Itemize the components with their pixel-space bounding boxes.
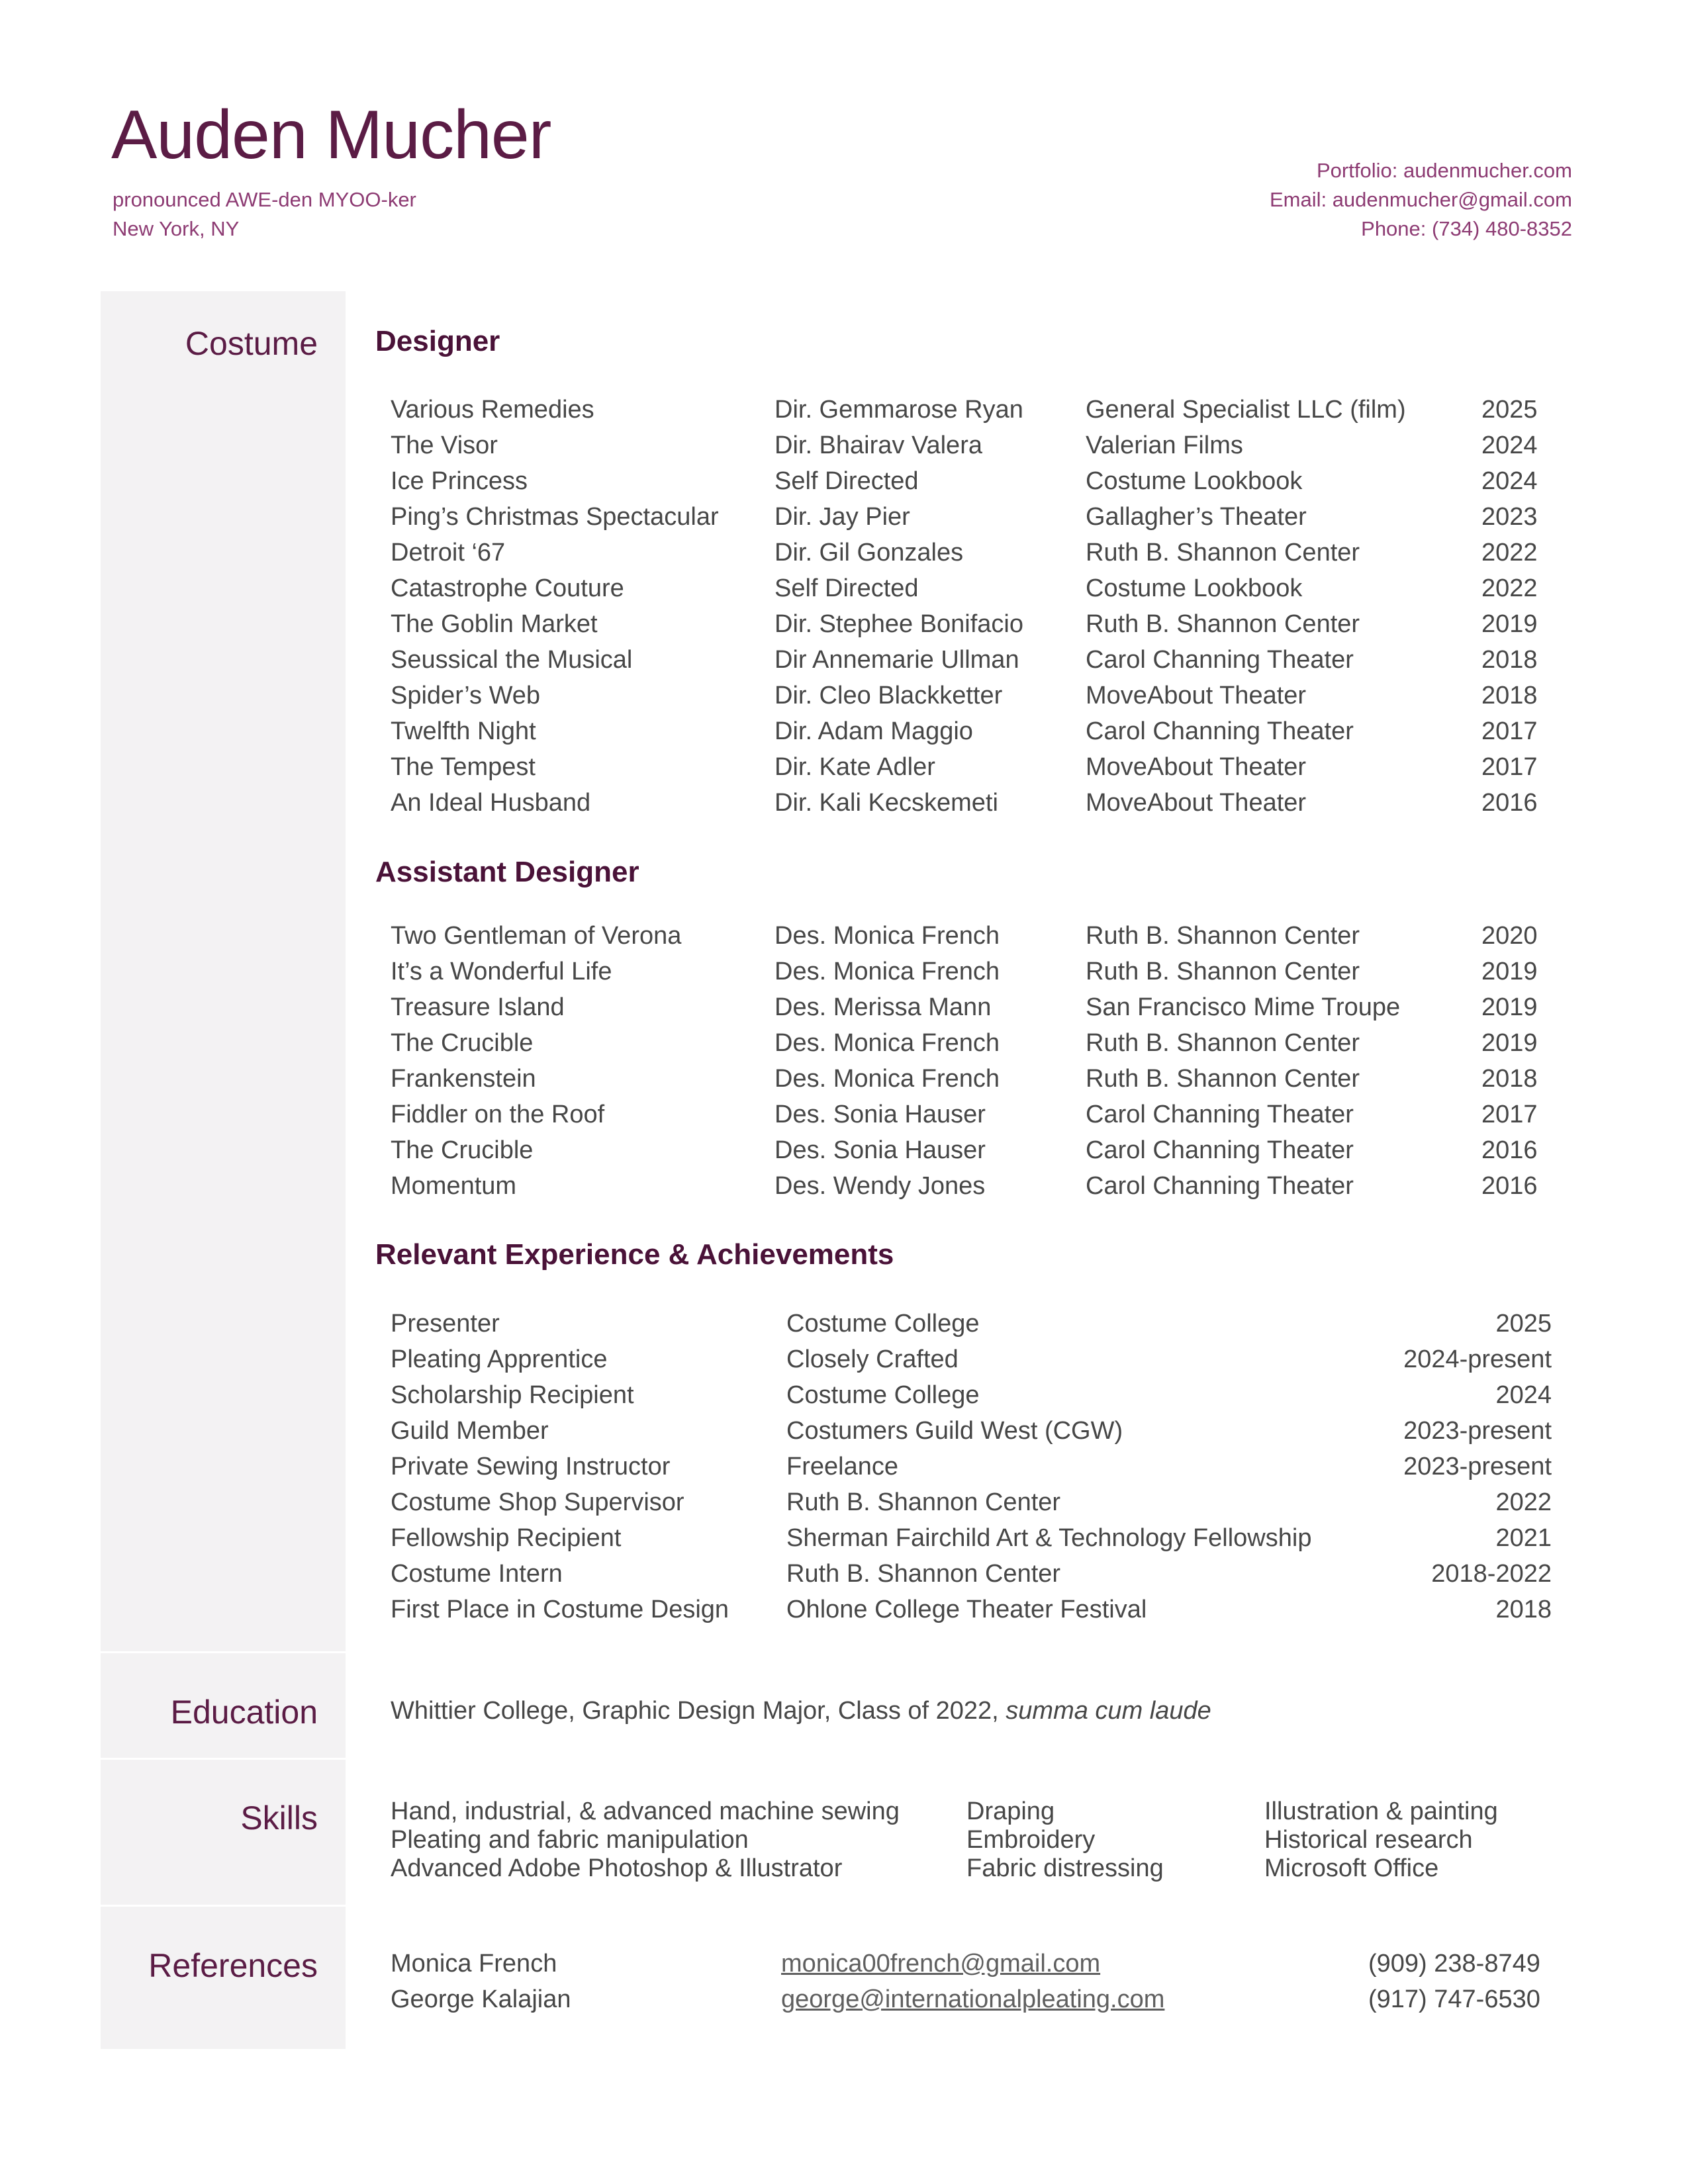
production-title: The Tempest bbox=[391, 753, 536, 781]
skill-item: Embroidery bbox=[966, 1826, 1096, 1854]
venue: General Specialist LLC (film) bbox=[1086, 396, 1406, 424]
year: 2025 bbox=[1481, 396, 1538, 424]
education-text: Whittier College, Graphic Design Major, Class of 2022, bbox=[391, 1697, 1006, 1725]
venue: San Francisco Mime Troupe bbox=[1086, 993, 1401, 1021]
table-row bbox=[0, 576, 1688, 612]
table-row bbox=[0, 754, 1688, 790]
education-entry bbox=[391, 1698, 1211, 1723]
table-row bbox=[0, 397, 1688, 433]
table-row bbox=[0, 1173, 1688, 1209]
production-title: An Ideal Husband bbox=[391, 789, 591, 817]
year: 2016 bbox=[1481, 1172, 1538, 1200]
production-title: Spider’s Web bbox=[391, 682, 541, 709]
designer: Des. Monica French bbox=[774, 1029, 1000, 1057]
year: 2018 bbox=[1481, 1065, 1538, 1093]
production-title: Two Gentleman of Verona bbox=[391, 922, 682, 950]
role: Fellowship Recipient bbox=[391, 1524, 622, 1552]
skill-item: Pleating and fabric manipulation bbox=[391, 1826, 749, 1854]
education-honors: summa cum laude bbox=[1006, 1697, 1211, 1725]
email-link[interactable]: Email: audenmucher@gmail.com bbox=[1269, 188, 1572, 211]
year: 2023-present bbox=[1403, 1453, 1552, 1480]
production-title: Ping’s Christmas Spectacular bbox=[391, 503, 719, 531]
venue: Ruth B. Shannon Center bbox=[1086, 958, 1360, 985]
section-label-costume: Costume bbox=[185, 325, 318, 362]
phone-number: Phone: (734) 480-8352 bbox=[1361, 217, 1572, 240]
organization: Freelance bbox=[786, 1453, 898, 1480]
venue: Costume Lookbook bbox=[1086, 574, 1303, 602]
table-row bbox=[0, 1561, 1688, 1597]
production-title: The Crucible bbox=[391, 1136, 534, 1164]
year: 2024 bbox=[1481, 467, 1538, 495]
director: Dir. Adam Maggio bbox=[774, 717, 973, 745]
year: 2018-2022 bbox=[1431, 1560, 1552, 1588]
table-row bbox=[0, 1454, 1688, 1490]
table-row bbox=[0, 1066, 1688, 1102]
production-title: Fiddler on the Roof bbox=[391, 1101, 605, 1128]
year: 2022 bbox=[1481, 539, 1538, 567]
year: 2024-present bbox=[1403, 1345, 1552, 1373]
venue: Carol Channing Theater bbox=[1086, 1172, 1354, 1200]
year: 2020 bbox=[1481, 922, 1538, 950]
director: Dir Annemarie Ullman bbox=[774, 646, 1019, 674]
table-row bbox=[0, 612, 1688, 647]
year: 2019 bbox=[1481, 610, 1538, 638]
year: 2018 bbox=[1495, 1596, 1552, 1623]
year: 2016 bbox=[1481, 789, 1538, 817]
experience-heading: Relevant Experience & Achievements bbox=[375, 1238, 894, 1271]
year: 2019 bbox=[1481, 993, 1538, 1021]
venue: Carol Channing Theater bbox=[1086, 646, 1354, 674]
table-row bbox=[0, 790, 1688, 826]
year: 2025 bbox=[1495, 1310, 1552, 1338]
venue: Ruth B. Shannon Center bbox=[1086, 1029, 1360, 1057]
venue: Gallagher’s Theater bbox=[1086, 503, 1307, 531]
table-row bbox=[0, 647, 1688, 683]
year: 2017 bbox=[1481, 1101, 1538, 1128]
reference-name: Monica French bbox=[391, 1950, 557, 1978]
table-row bbox=[0, 1030, 1688, 1066]
venue: MoveAbout Theater bbox=[1086, 753, 1307, 781]
year: 2022 bbox=[1495, 1488, 1552, 1516]
production-title: Catastrophe Couture bbox=[391, 574, 624, 602]
organization: Ruth B. Shannon Center bbox=[786, 1560, 1061, 1588]
organization: Costumers Guild West (CGW) bbox=[786, 1417, 1123, 1445]
location: New York, NY bbox=[113, 217, 240, 240]
director: Dir. Bhairav Valera bbox=[774, 432, 982, 459]
year: 2019 bbox=[1481, 1029, 1538, 1057]
table-row bbox=[0, 683, 1688, 719]
production-title: The Visor bbox=[391, 432, 498, 459]
year: 2019 bbox=[1481, 958, 1538, 985]
venue: Ruth B. Shannon Center bbox=[1086, 1065, 1360, 1093]
skill-item: Historical research bbox=[1264, 1826, 1473, 1854]
table-row bbox=[0, 1347, 1688, 1383]
reference-name: George Kalajian bbox=[391, 1985, 571, 2013]
director: Dir. Cleo Blackketter bbox=[774, 682, 1003, 709]
table-row bbox=[0, 923, 1688, 959]
table-row bbox=[0, 1418, 1688, 1454]
venue: MoveAbout Theater bbox=[1086, 682, 1307, 709]
venue: Carol Channing Theater bbox=[1086, 1136, 1354, 1164]
designer: Des. Merissa Mann bbox=[774, 993, 992, 1021]
production-title: The Crucible bbox=[391, 1029, 534, 1057]
director: Dir. Kali Kecskemeti bbox=[774, 789, 998, 817]
director: Dir. Jay Pier bbox=[774, 503, 910, 531]
skill-item: Draping bbox=[966, 1797, 1055, 1825]
role: Guild Member bbox=[391, 1417, 549, 1445]
pronunciation: pronounced AWE-den MYOO-ker bbox=[113, 188, 416, 211]
production-title: Treasure Island bbox=[391, 993, 565, 1021]
table-row bbox=[0, 1490, 1688, 1525]
organization: Closely Crafted bbox=[786, 1345, 959, 1373]
skill-item: Hand, industrial, & advanced machine sewing bbox=[391, 1797, 900, 1825]
designer-heading: Designer bbox=[375, 325, 500, 357]
year: 2021 bbox=[1495, 1524, 1552, 1552]
designer: Des. Monica French bbox=[774, 958, 1000, 985]
venue: Valerian Films bbox=[1086, 432, 1243, 459]
year: 2016 bbox=[1481, 1136, 1538, 1164]
table-row bbox=[0, 1383, 1688, 1418]
designer: Des. Wendy Jones bbox=[774, 1172, 986, 1200]
table-row bbox=[0, 959, 1688, 995]
organization: Sherman Fairchild Art & Technology Fellowship bbox=[786, 1524, 1312, 1552]
designer: Des. Monica French bbox=[774, 922, 1000, 950]
year: 2018 bbox=[1481, 682, 1538, 709]
skill-item: Advanced Adobe Photoshop & Illustrator bbox=[391, 1854, 843, 1882]
role: Scholarship Recipient bbox=[391, 1381, 634, 1409]
table-row bbox=[0, 719, 1688, 754]
table-row bbox=[0, 469, 1688, 504]
year: 2023-present bbox=[1403, 1417, 1552, 1445]
year: 2022 bbox=[1481, 574, 1538, 602]
production-title: Ice Princess bbox=[391, 467, 528, 495]
year: 2024 bbox=[1495, 1381, 1552, 1409]
reference-email-link[interactable]: george@internationalpleating.com bbox=[781, 1985, 1165, 2013]
table-row bbox=[0, 1597, 1688, 1633]
section-label-education: Education bbox=[170, 1694, 318, 1731]
production-title: Frankenstein bbox=[391, 1065, 536, 1093]
production-title: Seussical the Musical bbox=[391, 646, 633, 674]
production-title: Detroit ‘67 bbox=[391, 539, 506, 567]
venue: Ruth B. Shannon Center bbox=[1086, 610, 1360, 638]
skill-item: Fabric distressing bbox=[966, 1854, 1164, 1882]
table-row bbox=[0, 1138, 1688, 1173]
venue: Ruth B. Shannon Center bbox=[1086, 539, 1360, 567]
candidate-name: Auden Mucher bbox=[111, 97, 551, 173]
production-title: Various Remedies bbox=[391, 396, 594, 424]
director: Self Directed bbox=[774, 574, 919, 602]
venue: Carol Channing Theater bbox=[1086, 717, 1354, 745]
year: 2023 bbox=[1481, 503, 1538, 531]
table-row bbox=[0, 433, 1688, 469]
designer: Des. Sonia Hauser bbox=[774, 1136, 986, 1164]
role: Presenter bbox=[391, 1310, 500, 1338]
production-title: It’s a Wonderful Life bbox=[391, 958, 612, 985]
director: Dir. Gemmarose Ryan bbox=[774, 396, 1023, 424]
director: Self Directed bbox=[774, 467, 919, 495]
year: 2018 bbox=[1481, 646, 1538, 674]
role: Costume Intern bbox=[391, 1560, 563, 1588]
table-row bbox=[0, 1102, 1688, 1138]
reference-email-link[interactable]: monica00french@gmail.com bbox=[781, 1950, 1101, 1978]
venue: Costume Lookbook bbox=[1086, 467, 1303, 495]
director: Dir. Kate Adler bbox=[774, 753, 935, 781]
reference-phone: (917) 747-6530 bbox=[1368, 1985, 1540, 2013]
skill-item: Illustration & painting bbox=[1264, 1797, 1498, 1825]
director: Dir. Gil Gonzales bbox=[774, 539, 964, 567]
year: 2017 bbox=[1481, 753, 1538, 781]
section-label-references: References bbox=[148, 1947, 318, 1984]
production-title: Twelfth Night bbox=[391, 717, 536, 745]
production-title: The Goblin Market bbox=[391, 610, 598, 638]
year: 2017 bbox=[1481, 717, 1538, 745]
skill-item: Microsoft Office bbox=[1264, 1854, 1439, 1882]
assistant-designer-heading: Assistant Designer bbox=[375, 856, 639, 888]
section-label-skills: Skills bbox=[240, 1799, 318, 1837]
organization: Costume College bbox=[786, 1381, 980, 1409]
role: Costume Shop Supervisor bbox=[391, 1488, 684, 1516]
table-row bbox=[0, 504, 1688, 540]
year: 2024 bbox=[1481, 432, 1538, 459]
table-row bbox=[0, 995, 1688, 1030]
venue: MoveAbout Theater bbox=[1086, 789, 1307, 817]
table-row bbox=[0, 540, 1688, 576]
table-row bbox=[0, 1525, 1688, 1561]
portfolio-link[interactable]: Portfolio: audenmucher.com bbox=[1317, 159, 1572, 182]
reference-phone: (909) 238-8749 bbox=[1368, 1950, 1540, 1978]
role: Private Sewing Instructor bbox=[391, 1453, 671, 1480]
role: Pleating Apprentice bbox=[391, 1345, 608, 1373]
organization: Costume College bbox=[786, 1310, 980, 1338]
designer: Des. Sonia Hauser bbox=[774, 1101, 986, 1128]
role: First Place in Costume Design bbox=[391, 1596, 729, 1623]
production-title: Momentum bbox=[391, 1172, 517, 1200]
venue: Carol Channing Theater bbox=[1086, 1101, 1354, 1128]
organization: Ruth B. Shannon Center bbox=[786, 1488, 1061, 1516]
director: Dir. Stephee Bonifacio bbox=[774, 610, 1024, 638]
designer: Des. Monica French bbox=[774, 1065, 1000, 1093]
organization: Ohlone College Theater Festival bbox=[786, 1596, 1147, 1623]
table-row bbox=[0, 1311, 1688, 1347]
venue: Ruth B. Shannon Center bbox=[1086, 922, 1360, 950]
